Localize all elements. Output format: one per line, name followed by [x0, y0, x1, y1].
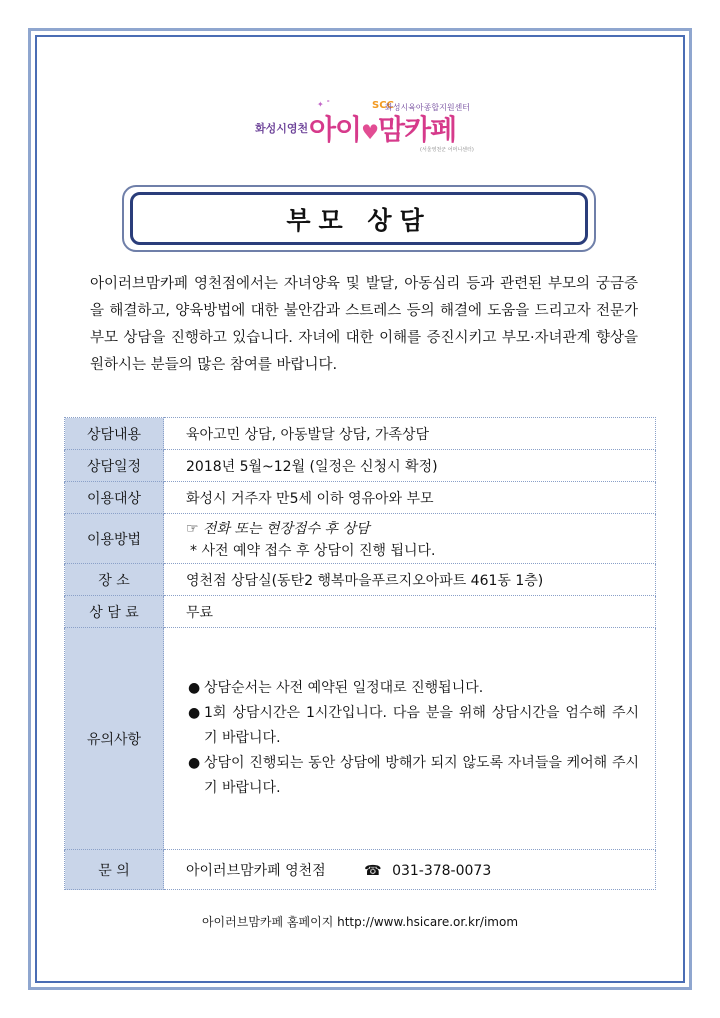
row-fee — [65, 596, 656, 628]
value-date: 2018년 5월~12월 (일정은 신청시 확정) — [164, 450, 656, 482]
logo-city: 화성시영천 — [255, 122, 309, 135]
logo-main-a: 아이 — [309, 113, 362, 146]
row-content — [65, 418, 656, 450]
row-place — [65, 564, 656, 596]
phone-icon: ☎ — [364, 862, 382, 879]
page-title: 부모 상담 — [286, 205, 432, 235]
logo-main-b: 맘카페 — [378, 113, 457, 146]
row-method — [65, 514, 656, 564]
bullet-icon: ● — [188, 755, 201, 771]
note-text: 1회 상담시간은 1시간입니다. 다음 분을 위해 상담시간을 엄수해 주시기 바랍니다. — [204, 705, 639, 746]
value-method — [164, 514, 656, 564]
note-item — [186, 676, 639, 701]
bullet-icon: ● — [188, 705, 201, 721]
row-contact — [65, 850, 656, 890]
logo-main — [309, 108, 456, 148]
intro-paragraph: 아이러브맘카페 영천점에서는 자녀양육 및 발달, 아동심리 등과 관련된 부모의 궁금증을 해결하고, 양육방법에 대한 불안감과 스트레스 등의 해결에 도움을 드리고자 전문가 부모 상담을 진행하고 있습니다. 자녀에 대한 이해를 증진시키고 부모·자녀관계 향상을 원하시는 분들의 많은 참여를 바랍니다. — [90, 276, 638, 373]
note-text: 상담이 진행되는 동안 상담에 방해가 되지 않도록 자녀들을 케어해 주시기 바랍니다. — [204, 755, 639, 796]
note-item — [186, 751, 639, 801]
label-method: 이용방법 — [65, 514, 164, 564]
label-fee: 상 담 료 — [65, 596, 164, 628]
value-place: 영천점 상담실(동탄2 행복마을푸르지오아파트 461동 1층) — [164, 564, 656, 596]
method-line-1: ☞ 전화 또는 현장접수 후 상담 — [186, 520, 370, 537]
row-target — [65, 482, 656, 514]
value-contact — [164, 850, 656, 890]
info-table — [64, 417, 656, 890]
logo-subtext: (서울영천군 어머니센터) — [420, 147, 474, 153]
contact-phone: 031-378-0073 — [392, 862, 492, 879]
note-text: 상담순서는 사전 예약된 일정대로 진행됩니다. — [204, 680, 484, 696]
notes-list — [186, 676, 655, 801]
note-item — [186, 701, 639, 751]
bullet-icon: ● — [188, 680, 201, 696]
value-notes — [164, 628, 656, 850]
brand-logo — [255, 100, 485, 160]
value-fee: 무료 — [164, 596, 656, 628]
value-target: 화성시 거주자 만5세 이하 영유아와 부모 — [164, 482, 656, 514]
logo-center-name: 화성시육아종합지원센터 — [385, 103, 471, 112]
label-date: 상담일정 — [65, 450, 164, 482]
center-mark-icon: SCC — [372, 100, 394, 111]
logo-stars: ✦ ˚ — [317, 100, 331, 109]
contact-name: 아이러브맘카페 영천점 — [186, 862, 326, 879]
value-content: 육아고민 상담, 아동발달 상담, 가족상담 — [164, 418, 656, 450]
heart-icon: ♥ — [361, 120, 379, 144]
label-place: 장 소 — [65, 564, 164, 596]
title-frame — [130, 192, 588, 245]
label-content: 상담내용 — [65, 418, 164, 450]
row-notes — [65, 628, 656, 850]
row-date — [65, 450, 656, 482]
method-line-2: * 사전 예약 접수 후 상담이 진행 됩니다. — [190, 542, 436, 559]
footer-homepage: 아이러브맘카페 홈페이지 http://www.hsicare.or.kr/imom — [201, 915, 519, 929]
label-target: 이용대상 — [65, 482, 164, 514]
label-contact: 문 의 — [65, 850, 164, 890]
label-notes: 유의사항 — [65, 628, 164, 850]
